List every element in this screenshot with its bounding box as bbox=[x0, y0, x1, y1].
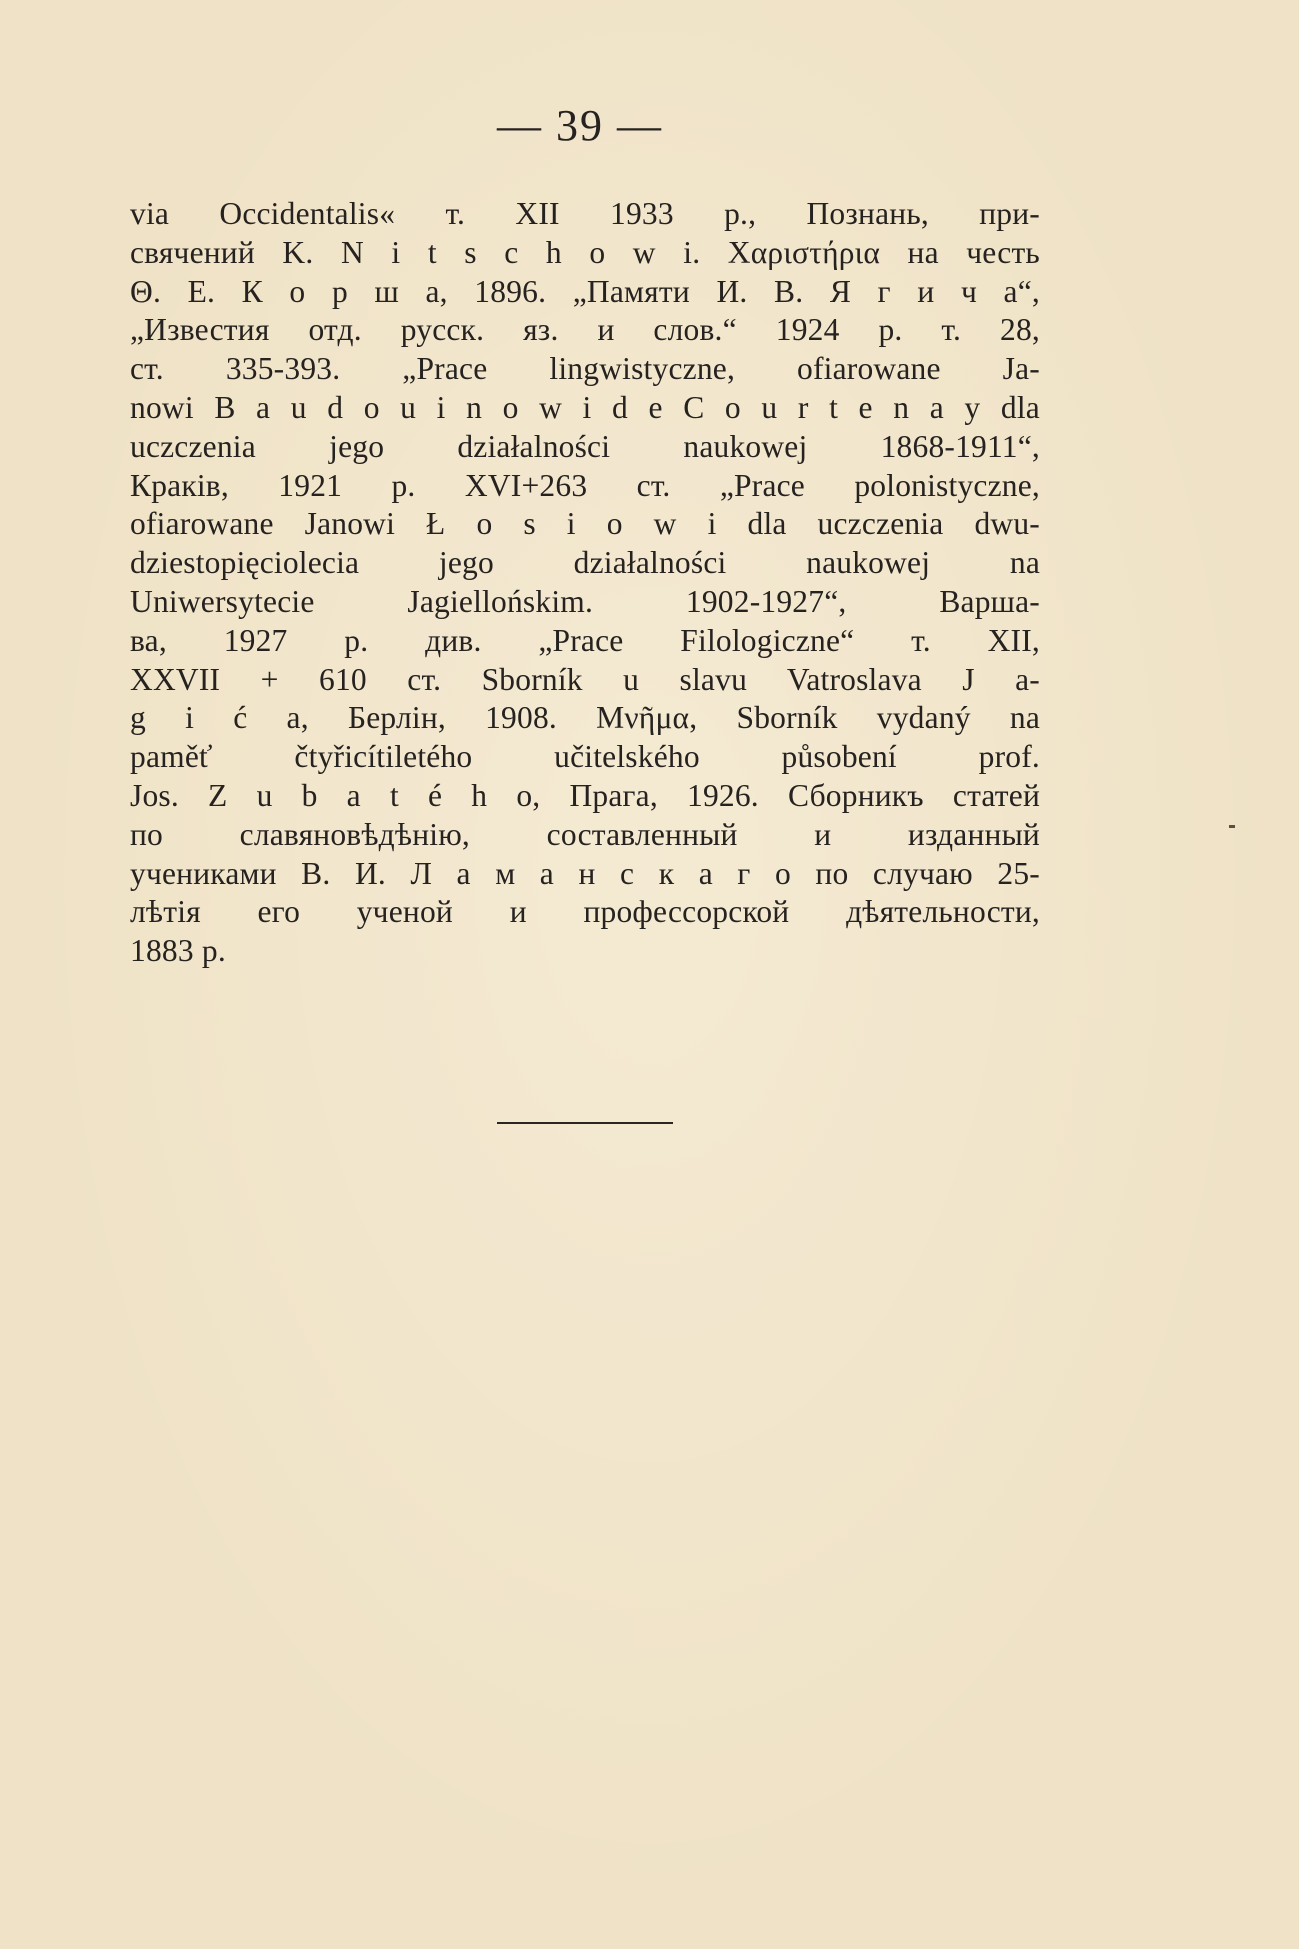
text-line: по славяновѣдѣнію, составленный и изданный bbox=[130, 816, 1040, 852]
text-line: dziestopięciolecia jego działalności naukowej na bbox=[130, 545, 1040, 581]
text-line: XXVII + 610 ст. Sborník u slavu Vatroslava J a- bbox=[130, 661, 1040, 697]
text-line: Uniwersytecie Jagiellońskim. 1902-1927“, Варша- bbox=[130, 583, 1040, 619]
page-number: — 39 — bbox=[497, 101, 663, 150]
text-line: ст. 335-393. „Prace lingwistyczne, ofiarowane Ja- bbox=[130, 351, 1040, 387]
text-line: Θ. Е. К о р ш а, 1896. „Памяти И. В. Я г и ч а“, bbox=[130, 273, 1040, 309]
text-line: Краків, 1921 р. XVI+263 ст. „Prace polonistyczne, bbox=[130, 467, 1040, 503]
text-line: учениками В. И. Л а м а н с к а г о по случаю 25- bbox=[130, 855, 1040, 891]
text-line: g i ć a, Берлін, 1908. Μνῆμα, Sborník vydaný na bbox=[130, 700, 1040, 736]
text-line: ofiarowane Janowi Ł o s i o w i dla uczczenia dwu- bbox=[130, 506, 1040, 542]
text-line: uczczenia jego działalności naukowej 1868-1911“, bbox=[130, 428, 1040, 464]
text-line: „Известия отд. русск. яз. и слов.“ 1924 р. т. 28, bbox=[130, 312, 1040, 348]
text-line-last: 1883 р. bbox=[130, 933, 226, 969]
text-line: Jos. Z u b a t é h o, Прага, 1926. Сборникъ статей bbox=[130, 777, 1040, 813]
text-line: лѣтія его ученой и профессорской дѣятельности, bbox=[130, 894, 1040, 930]
section-divider bbox=[497, 1122, 673, 1124]
text-line: paměť čtyřicítiletého učitelského působení prof. bbox=[130, 739, 1040, 775]
body-text bbox=[130, 195, 1040, 971]
text-line: nowi B a u d o u i n o w i d e C o u r t e n a y dla bbox=[130, 389, 1040, 425]
text-line: ва, 1927 р. див. „Prace Filologiczne“ т. XII, bbox=[130, 622, 1040, 658]
print-mark bbox=[1229, 825, 1235, 828]
text-line: свячений K. N i t s c h o w i. Χαριστήρια на честь bbox=[130, 234, 1040, 270]
text-line: via Occidentalis« т. XII 1933 р., Познань, при- bbox=[130, 196, 1040, 231]
